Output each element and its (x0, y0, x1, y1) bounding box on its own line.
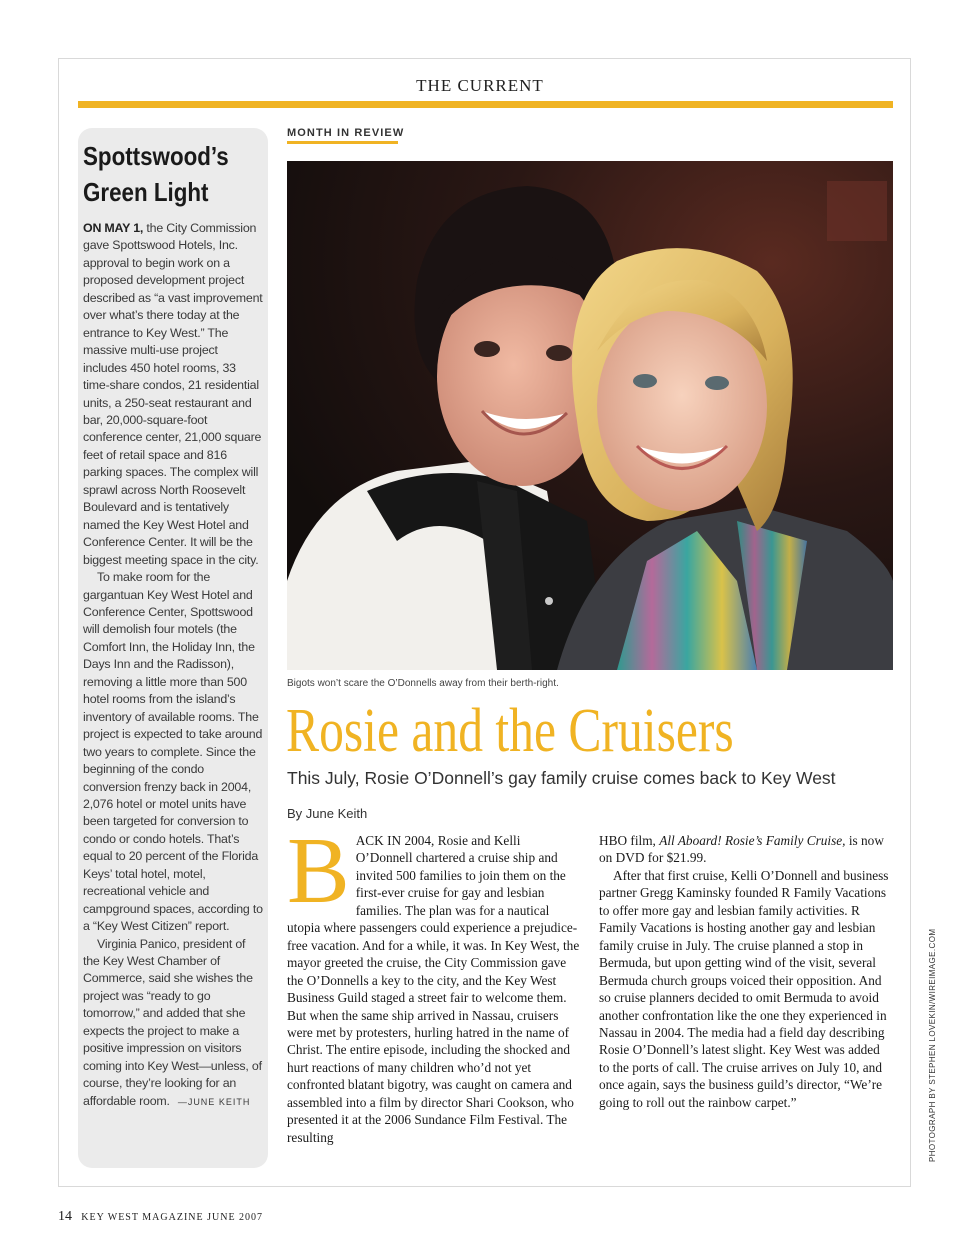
sidebar-byline: —JUNE KEITH (177, 1096, 251, 1107)
kicker: MONTH IN REVIEW (287, 127, 405, 139)
header-rule (78, 101, 893, 108)
section-title: THE CURRENT (416, 76, 544, 95)
photo-credit: PHOTOGRAPH BY STEPHEN LOVEKIN/WIREIMAGE.COM (928, 928, 937, 1162)
sidebar-p1-text: the City Commission gave Spottswood Hotels, Inc. approval to begin work on a proposed development project described as “a vast improvement over what’s there today at the entrance to Key West.” The massive multi-use project includes 450 hotel rooms, 33 time-share condos, 21 residential units, a 250-seat restaurant and bar, 20,000-square-foot conference center, 21,000 square feet of retail space and 816 parking spaces. The complex will sprawl across North Roosevelt Boulevard and is tentatively named the Key West Hotel and Conference Center. It will be the biggest meeting space in the city. (83, 221, 263, 567)
sidebar-title: Spottswood’s Green Light (83, 141, 229, 207)
article-column-2 (599, 832, 892, 1111)
drop-cap: B (287, 819, 350, 923)
kicker-underline (287, 141, 398, 144)
page-footer (58, 1208, 263, 1225)
article-column-1 (287, 819, 580, 1146)
headline: Rosie and the Cruisers (286, 697, 734, 765)
col2-text-b: is now on DVD for $21.99. (599, 833, 884, 866)
article-paragraph-1 (287, 819, 580, 1146)
sidebar-paragraph-1 (83, 220, 263, 569)
col1-text: ACK IN 2004, Rosie and Kelli O’Donnell chartered a cruise ship and invited 500 families to join them on the first-ever cruise for gay and lesbian families. The plan was for a nautical utopia where passengers could experience a prejudice-free vacation. And for a while, it was. In Key West, the mayor greeted the cruise, the City Commission gave the O’Donnells a key to the city, and the Key West Business Guild staged a street fair to welcome them. But when the same ship arrived in Nassau, cruisers were met by protesters, hurling hatred in the name of Christ. The entire episode, including the shocked and hurt reactions of many children who’d not yet confronted blatant bigotry, was caught on camera and assembled into a film by director Shari Cookson, who presented it at the 2006 Sundance Film Festival. The resulting (287, 833, 580, 1145)
publication-line: KEY WEST MAGAZINE JUNE 2007 (81, 1212, 264, 1223)
dek: This July, Rosie O’Donnell’s gay family cruise comes back to Key West (287, 768, 836, 788)
page-number: 14 (58, 1209, 72, 1224)
article-paragraph-continued (599, 832, 892, 867)
article-paragraph-2: After that first cruise, Kelli O’Donnell and business partner Gregg Kaminsky founded R Family Vacations to offer more gay and lesbian family activities. R Family Vacations is hosting another gay and lesbian family cruise in July. The cruise planned a stop in Bermuda, but upon getting wind of the visit, several Bermuda church groups voiced their opposition. And so cruise planners decided to omit Bermuda to avoid another confrontation like the one they experienced in Nassau in 2004. The media had a field day describing Rosie O’Donnell’s latest slight. Key West was added to the ports of call. The cruise arrives on July 10, and once again, says the business guild’s director, “We’re going to roll out the rainbow carpet.” (599, 867, 889, 1110)
article-photo (287, 161, 893, 670)
sidebar-body (83, 220, 263, 1111)
photo-caption: Bigots won’t scare the O’Donnells away from their berth-right. (287, 678, 559, 689)
sidebar-paragraph-3 (83, 936, 263, 1112)
sidebar-p3-text: Virginia Panico, president of the Key West Chamber of Commerce, said she wishes the project was “ready to go tomorrow,” and added that she expects the project to make a positive impression on visitors coming into Key West—unless, of course, they’re looking for an affordable room. (83, 936, 262, 1108)
film-title: All Aboard! Rosie’s Family Cruise, (659, 833, 846, 848)
sidebar-lead: ON MAY 1, (83, 221, 144, 235)
col2-text-a: HBO film, (599, 833, 660, 848)
sidebar-paragraph-2: To make room for the gargantuan Key West Hotel and Conference Center, Spottswood will demolish four motels (the Comfort Inn, the Holiday Inn, the Days Inn and the Radisson), removing a little more than 500 hotel rooms from the island’s inventory of available rooms. The project is expected to take around two years to complete. Since the beginning of the condo conversion frenzy back in 2004, 2,076 hotel or motel units have been targeted for conversion to condo or condo hotels. That’s equal to 20 percent of the Florida Keys’ total hotel, motel, recreational vehicle and campground spaces, according to a “Key West Citizen” report. (83, 570, 263, 934)
byline: By June Keith (287, 806, 368, 821)
